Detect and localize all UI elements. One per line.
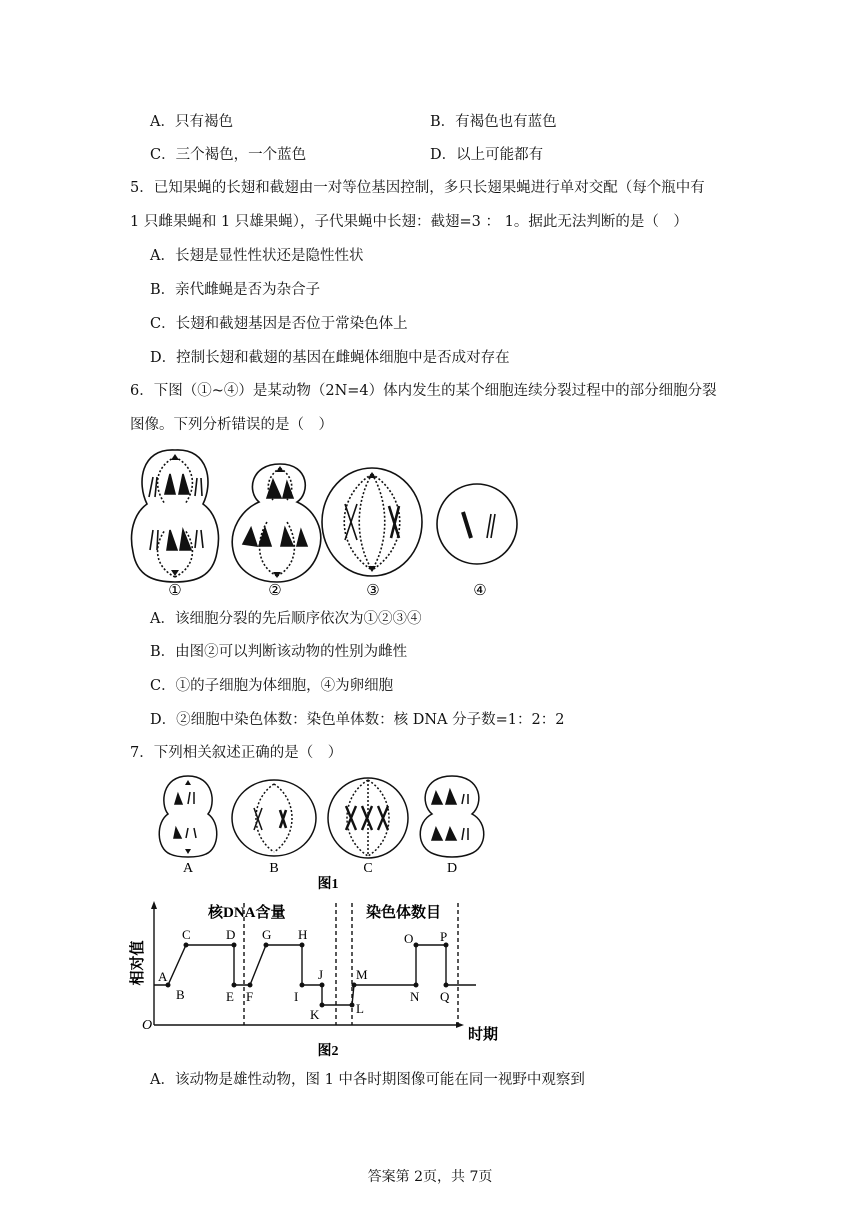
q5-stem-line2: 1 只雌果蝇和 1 只雄果蝇），子代果蝇中长翅：截翅=3 ： 1。据此无法判断的是（ ） <box>130 214 688 230</box>
fig2-origin: O <box>142 1018 153 1033</box>
point-label-k: K <box>310 1007 320 1022</box>
point-label-n: N <box>410 989 420 1004</box>
point-label-d: D <box>226 927 236 942</box>
q7-figure2 <box>120 893 510 1063</box>
page-footer: 答案第 2页，共 7页 <box>367 1169 493 1185</box>
fig2-section-chromosome: 染色体数目 <box>366 905 442 921</box>
q6-cell-division-figure <box>125 442 525 600</box>
q6-option-a: A．该细胞分裂的先后顺序依次为①②③④ <box>150 611 422 627</box>
q6-figure-label-3: ③ <box>366 583 380 599</box>
fig1-label-a: A <box>182 861 194 876</box>
q6-stem-line2: 图像。下列分析错误的是（ ） <box>130 417 333 433</box>
cell-diagram-2 <box>232 464 321 582</box>
q4-option-a: A．只有褐色 <box>150 114 233 130</box>
point-label-a: A <box>158 969 168 984</box>
cell-diagram-3 <box>322 468 422 576</box>
q6-option-b: B．由图②可以判断该动物的性别为雌性 <box>150 644 408 660</box>
q4-option-c: C．三个褐色，一个蓝色 <box>150 147 307 163</box>
fig2-section-dna: 核DNA含量 <box>208 905 286 921</box>
point-label-e: E <box>226 989 234 1004</box>
q5-option-b: B．亲代雌蝇是否为杂合子 <box>150 282 321 298</box>
point-label-o: O <box>404 931 414 946</box>
q6-figure-label-4: ④ <box>473 583 487 599</box>
cell-diagram-1 <box>132 450 219 582</box>
point-label-p: P <box>440 929 448 944</box>
point-label-q: Q <box>440 989 450 1004</box>
q5-option-c: C．长翅和截翅基因是否位于常染色体上 <box>150 316 408 332</box>
q5-option-a: A．长翅是显性性状还是隐性性状 <box>150 248 364 264</box>
q5-option-d: D．控制长翅和截翅的基因在雌蝇体细胞中是否成对存在 <box>150 350 510 366</box>
fig1-caption: 图1 <box>317 877 339 890</box>
q6-figure-label-2: ② <box>268 583 282 599</box>
fig1-label-c: C <box>363 861 373 876</box>
q6-option-c: C．①的子细胞为体细胞，④为卵细胞 <box>150 678 394 694</box>
point-label-g: G <box>262 927 272 942</box>
point-label-b: B <box>176 987 185 1002</box>
point-label-i: I <box>294 989 299 1004</box>
point-label-m: M <box>356 967 368 982</box>
fig1-cell-d <box>420 776 484 857</box>
fig1-cell-a <box>159 776 217 857</box>
point-label-f: F <box>246 989 254 1004</box>
q4-option-d: D．以上可能都有 <box>430 147 544 163</box>
q6-figure-label-1: ① <box>168 583 182 599</box>
fig2-ylabel: 相对值 <box>130 940 146 986</box>
q6-option-d: D．②细胞中染色体数：染色单体数：核 DNA 分子数=1：2：2 <box>150 712 565 728</box>
cell-diagram-4 <box>437 484 517 564</box>
q5-stem-line1: 5．已知果蝇的长翅和截翅由一对等位基因控制，多只长翅果蝇进行单对交配（每个瓶中有 <box>130 180 705 196</box>
q7-stem: 7．下列相关叙述正确的是（ ） <box>130 745 343 761</box>
fig2-xlabel: 时期 <box>468 1027 499 1043</box>
q7-figure1 <box>150 772 490 890</box>
fig1-cell-c <box>328 778 408 858</box>
point-label-c: C <box>182 927 191 942</box>
point-label-h: H <box>298 927 308 942</box>
q4-option-b: B．有褐色也有蓝色 <box>430 114 557 130</box>
fig1-cell-b <box>232 780 316 856</box>
fig1-label-b: B <box>269 861 279 876</box>
point-label-j: J <box>318 967 324 982</box>
fig1-label-d: D <box>446 861 458 876</box>
q7-option-a: A．该动物是雄性动物，图 1 中各时期图像可能在同一视野中观察到 <box>150 1072 585 1088</box>
q6-stem-line1: 6．下图（①~④）是某动物（2N=4）体内发生的某个细胞连续分裂过程中的部分细胞分裂 <box>130 383 717 399</box>
fig2-caption: 图2 <box>317 1044 339 1059</box>
point-label-l: L <box>356 1001 364 1016</box>
